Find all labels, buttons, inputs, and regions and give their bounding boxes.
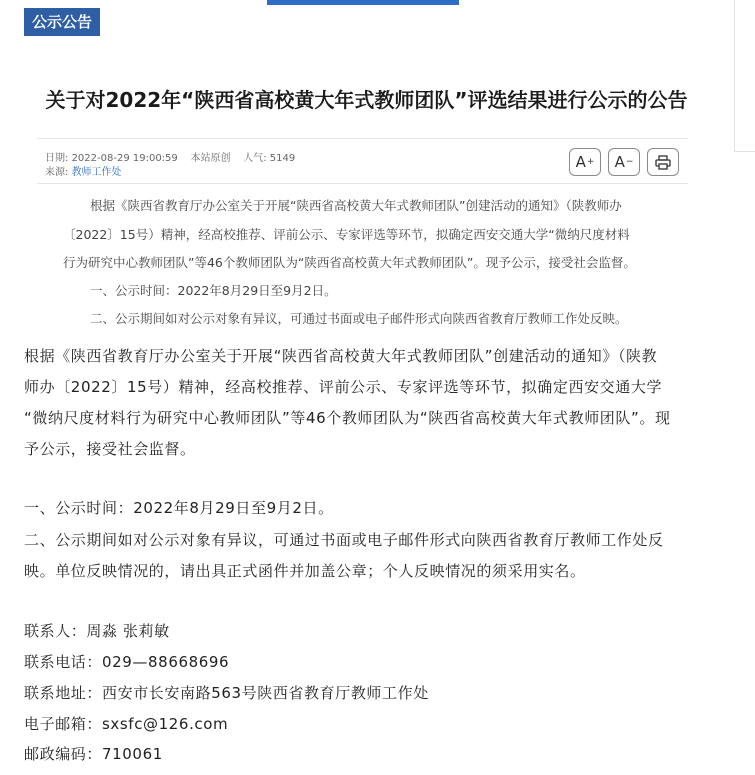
top-accent-bar bbox=[267, 0, 459, 5]
font-increase-button[interactable]: A + bbox=[569, 148, 601, 176]
excerpt-line: 根据《陕西省教育厅办公室关于开展“陕西省高校黄大年式教师团队”创建活动的通知》（陕教师办 bbox=[90, 198, 622, 213]
contact-address: 联系地址：西安市长安南路563号陕西省教育厅教师工作处 bbox=[24, 684, 429, 702]
body-line: 映。单位反映情况的，请出具正式函件并加盖公章；个人反映情况的须采用实名。 bbox=[24, 562, 586, 580]
views-label: 人气: bbox=[243, 153, 267, 164]
font-increase-icon: A bbox=[575, 153, 586, 171]
body-line: “微纳尺度材料行为研究中心教师团队”等46个教师团队为“陕西省高校黄大年式教师团队”。现 bbox=[24, 409, 671, 427]
side-divider bbox=[734, 0, 735, 152]
contact-postcode: 邮政编码：710061 bbox=[24, 745, 163, 763]
contact-email: 电子邮箱：sxsfc@126.com bbox=[24, 715, 229, 733]
body-line: 二、公示期间如对公示对象有异议，可通过书面或电子邮件形式向陕西省教育厅教师工作处反 bbox=[24, 531, 664, 549]
excerpt-line: 一、公示时间：2022年8月29日至9月2日。 bbox=[90, 283, 337, 298]
excerpt-line: 行为研究中心教师团队”等46个教师团队为“陕西省高校黄大年式教师团队”。现予公示，接受社会监督。 bbox=[63, 255, 636, 270]
page-title: 关于对2022年“陕西省高校黄大年式教师团队”评选结果进行公示的公告 bbox=[45, 88, 688, 112]
font-decrease-button[interactable]: A − bbox=[608, 148, 640, 176]
printer-icon bbox=[655, 155, 671, 170]
excerpt-line: 二、公示期间如对公示对象有异议，可通过书面或电子邮件形式向陕西省教育厅教师工作处反映。 bbox=[90, 311, 628, 326]
publish-date: 2022-08-29 19:00:59 bbox=[71, 153, 178, 164]
body-line: 师办〔2022〕15号）精神，经高校推荐、评前公示、专家评选等环节，拟确定西安交通大学 bbox=[24, 378, 663, 396]
body-line: 根据《陕西省教育厅办公室关于开展“陕西省高校黄大年式教师团队”创建活动的通知》（陕教 bbox=[24, 347, 658, 365]
contact-phone: 联系电话：029—88668696 bbox=[24, 653, 230, 671]
date-label: 日期: bbox=[45, 153, 69, 164]
source-type: 本站原创 bbox=[190, 153, 231, 164]
views-count: 5149 bbox=[269, 153, 296, 164]
meta-source-line bbox=[45, 163, 122, 178]
excerpt-line: 〔2022〕15号）精神，经高校推荐、评前公示、专家评选等环节，拟确定西安交通大学“微纳尺度材料 bbox=[63, 227, 630, 242]
print-button[interactable] bbox=[647, 148, 679, 176]
source-link[interactable]: 教师工作处 bbox=[71, 167, 122, 178]
body-line: 一、公示时间：2022年8月29日至9月2日。 bbox=[24, 499, 334, 517]
meta-date-line bbox=[45, 149, 295, 164]
contact-person: 联系人：周淼 张莉敏 bbox=[24, 622, 170, 640]
font-decrease-icon: A bbox=[614, 153, 625, 171]
body-line: 予公示，接受社会监督。 bbox=[24, 440, 196, 458]
side-divider-hook bbox=[734, 151, 755, 152]
section-tag[interactable]: 公示公告 bbox=[24, 8, 100, 36]
source-label: 来源: bbox=[45, 167, 69, 178]
article-meta-bar bbox=[37, 138, 688, 184]
